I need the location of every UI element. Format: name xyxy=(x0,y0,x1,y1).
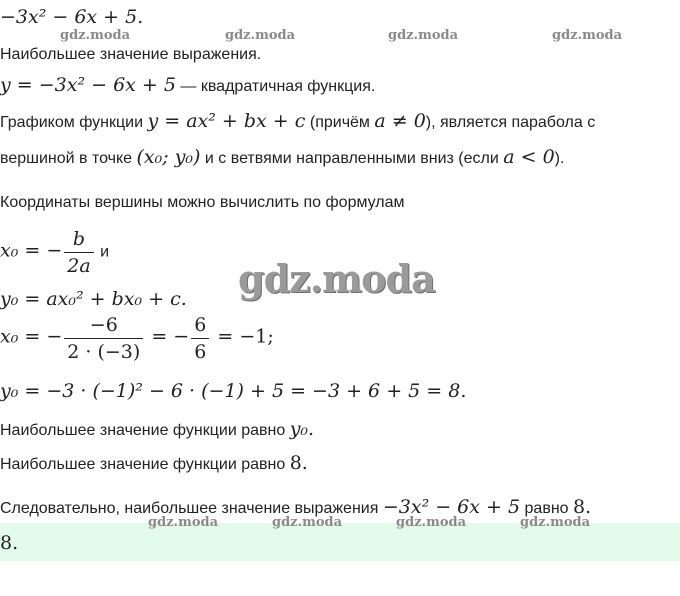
vertex-line xyxy=(0,146,564,170)
watermark-large: gdz.moda xyxy=(238,256,435,301)
calc-y0: y₀ = −3 · (−1)² − 6 · (−1) + 5 = −3 + 6 + 5 = 8. xyxy=(0,380,467,402)
watermark: gdz.moda xyxy=(388,28,459,43)
vertex-text-1: вершиной в точке xyxy=(0,150,137,167)
fraction-denominator: 6 xyxy=(194,341,207,363)
fraction-denominator: 2a xyxy=(67,255,91,277)
vertex-text-2: и с ветвями направленными вниз (если xyxy=(200,150,504,167)
watermark: gdz.moda xyxy=(60,28,131,43)
watermark: gdz.moda xyxy=(520,515,591,530)
conclusion-math: −3x² − 6x + 5 xyxy=(382,496,521,518)
fraction-1 xyxy=(64,312,143,365)
watermark: gdz.moda xyxy=(225,28,296,43)
graph-line xyxy=(0,110,595,134)
max-y0-line xyxy=(0,418,314,442)
formula-x0-lhs: x₀ = − xyxy=(0,239,63,262)
calc-x0 xyxy=(0,312,274,365)
fraction-2 xyxy=(191,312,209,365)
max-8-text: Наибольшее значение функции равно xyxy=(0,456,290,473)
graph-text-2: (причём xyxy=(305,114,375,131)
expression-top: −3x² − 6x + 5. xyxy=(0,6,144,28)
max-8-line xyxy=(0,452,308,476)
formula-x0-tail: и xyxy=(95,243,110,261)
function-text: — квадратичная функция. xyxy=(175,78,376,95)
vertex-math-1: (x₀; y₀) xyxy=(136,146,201,168)
answer-value: 8. xyxy=(0,532,19,554)
fraction-numerator: −6 xyxy=(64,312,143,339)
formula-y0: y₀ = ax₀² + bx₀ + c. xyxy=(0,288,187,310)
fraction-numerator: 6 xyxy=(191,312,209,339)
conclusion-text-2: равно xyxy=(520,500,573,517)
graph-math-2: a ≠ 0 xyxy=(374,110,426,132)
graph-text-3: ), является парабола с xyxy=(425,114,596,131)
conclusion-value: 8. xyxy=(573,496,592,518)
fraction-denominator: 2 · (−3) xyxy=(67,341,141,363)
watermark: gdz.moda xyxy=(552,28,623,43)
function-math: y = −3x² − 6x + 5 xyxy=(0,74,176,96)
fraction-numerator: b xyxy=(64,226,93,253)
coords-text: Координаты вершины можно вычислить по формулам xyxy=(0,194,405,211)
watermark: gdz.moda xyxy=(272,515,343,530)
fraction-b-2a xyxy=(64,226,93,279)
max-y0-math: y₀. xyxy=(289,418,315,440)
formula-x0 xyxy=(0,226,109,279)
graph-math-1: y = ax² + bx + c xyxy=(147,110,306,132)
graph-text-1: Графиком функции xyxy=(0,114,148,131)
vertex-math-2: a < 0 xyxy=(503,146,555,168)
heading: Наибольшее значение выражения. xyxy=(0,46,262,63)
function-line xyxy=(0,74,375,98)
watermark: gdz.moda xyxy=(396,515,467,530)
calc-x0-lhs: x₀ = − xyxy=(0,325,63,348)
calc-x0-mid: = − xyxy=(145,325,190,348)
calc-x0-tail: = −1; xyxy=(211,325,274,348)
vertex-text-3: ). xyxy=(554,150,565,167)
max-y0-text: Наибольшее значение функции равно xyxy=(0,422,290,439)
watermark: gdz.moda xyxy=(148,515,219,530)
max-8-math: 8. xyxy=(289,452,308,474)
conclusion-text-1: Следовательно, наибольшее значение выражения xyxy=(0,500,383,517)
